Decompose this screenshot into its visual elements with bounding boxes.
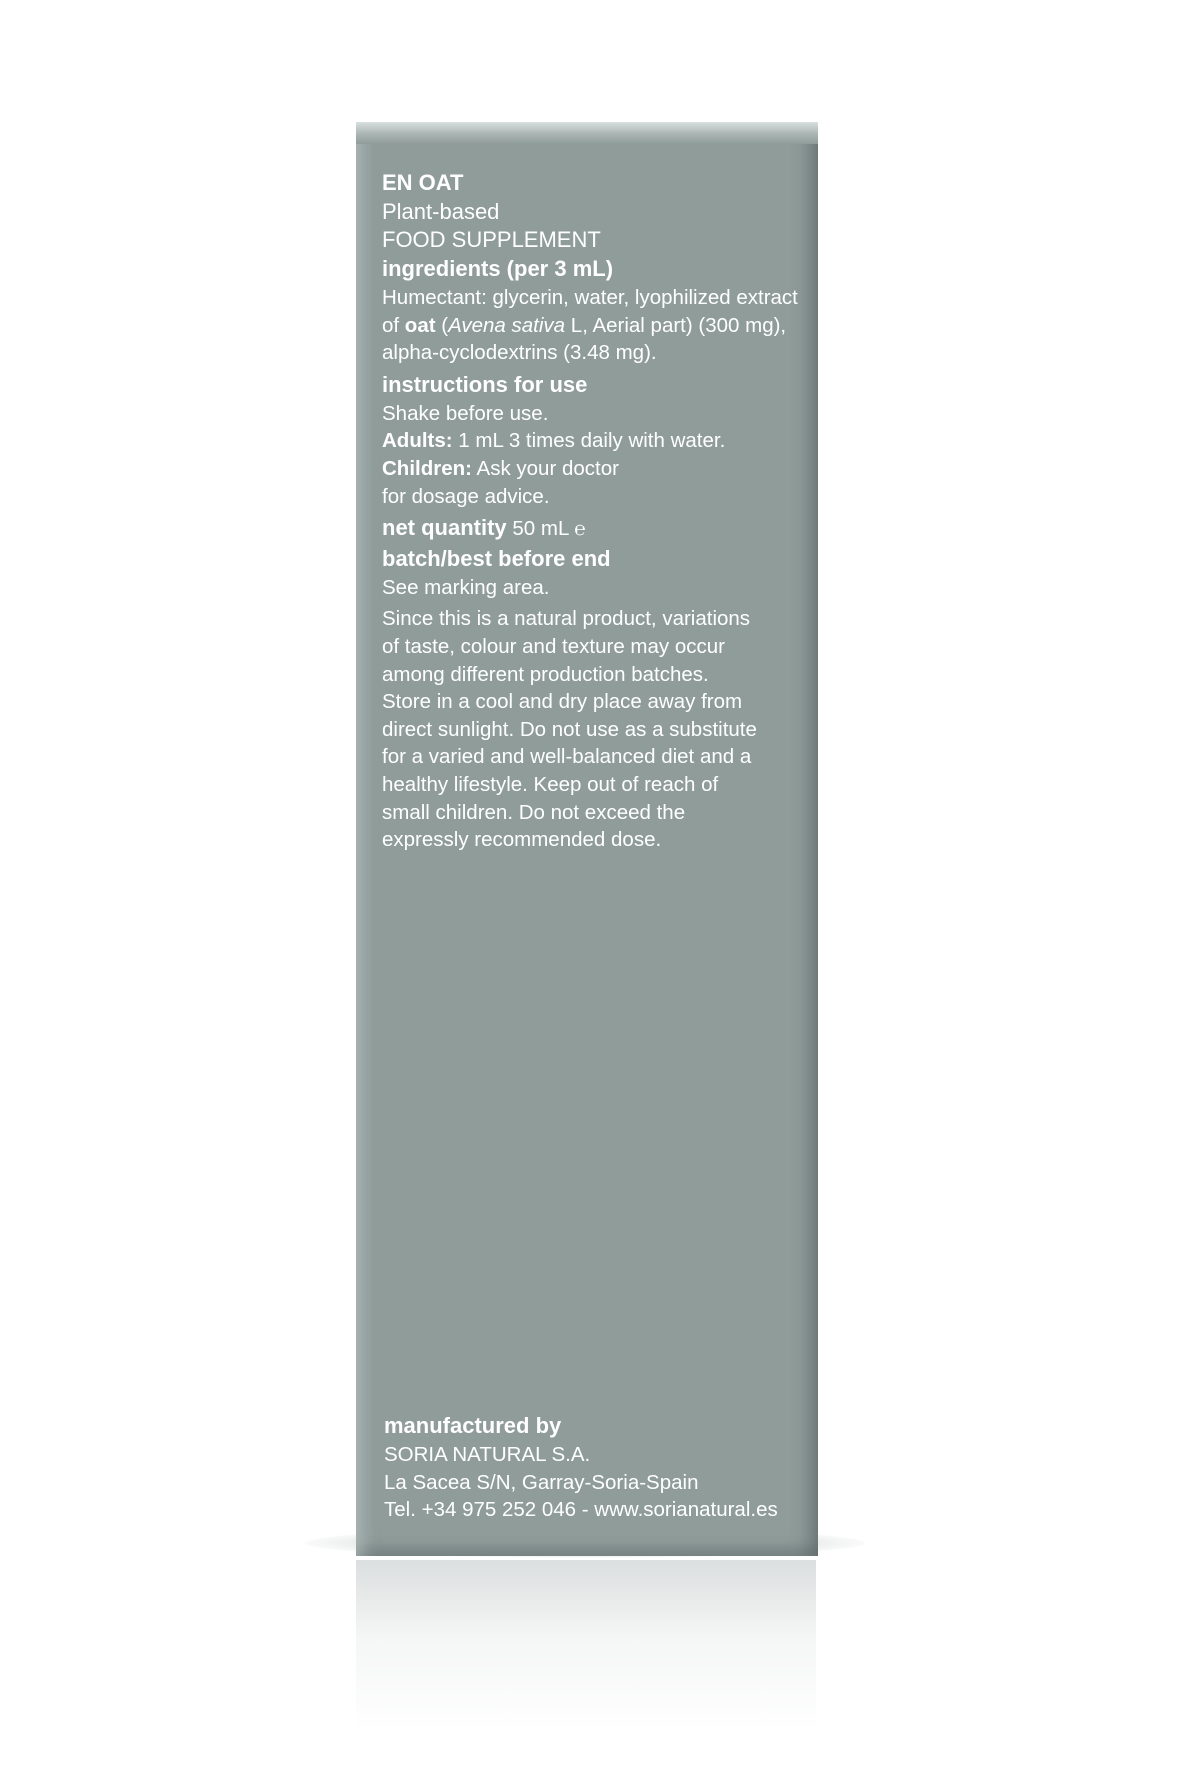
net-quantity-label: net quantity (382, 515, 507, 541)
notice-line: of taste, colour and texture may occur (382, 634, 725, 658)
ingredients-text (382, 284, 802, 367)
instructions-heading: instructions for use (382, 371, 588, 397)
product-subtitle-line2: FOOD SUPPLEMENT (382, 227, 601, 252)
estimated-sign-icon: ℮ (574, 519, 586, 541)
notice-line: healthy lifestyle. Keep out of reach of (382, 772, 719, 796)
children-label: Children: (382, 456, 472, 480)
instructions-shake: Shake before use. (382, 401, 549, 425)
box-reflection (356, 1560, 816, 1730)
net-quantity-value: 50 mL (512, 517, 569, 541)
product-name: EN OAT (382, 170, 464, 195)
manufacturer-name: SORIA NATURAL S.A. (384, 1443, 591, 1466)
manufacturer-address: La Sacea S/N, Garray-Soria-Spain (384, 1470, 699, 1494)
label-content (382, 168, 802, 854)
notice-line: small children. Do not exceed the (382, 800, 686, 824)
ingredients-text-part1: Humectant: glycerin, water, lyophilized extract of (382, 286, 798, 337)
manufacturer-contact: Tel. +34 975 252 046 - www.sorianatural.es (384, 1498, 778, 1522)
notice-line: for a varied and well-balanced diet and a (382, 745, 752, 769)
notice-line: among different production batches. (382, 662, 709, 686)
adults-label: Adults: (382, 429, 453, 453)
box-top-edge (356, 122, 818, 144)
ingredients-latin-name: Avena sativa (448, 313, 566, 337)
instructions-children-cont: for dosage advice. (382, 484, 550, 508)
ingredients-text-part2: ( (435, 313, 449, 337)
notice-line: Since this is a natural product, variations (382, 607, 751, 631)
manufacturer-heading: manufactured by (384, 1413, 562, 1438)
children-text-1: Ask your doctor (471, 456, 619, 480)
notice-line: direct sunlight. Do not use as a substitute (382, 717, 757, 741)
product-box-side-panel (356, 122, 818, 1556)
ingredients-bold-oat: oat (404, 313, 436, 337)
ingredients-heading: ingredients (per 3 mL) (382, 256, 614, 281)
product-subtitle-line1: Plant-based (382, 199, 500, 224)
net-quantity (382, 513, 802, 544)
notice-line: expressly recommended dose. (382, 828, 662, 852)
manufacturer-block (384, 1411, 804, 1524)
batch-text: See marking area. (382, 575, 550, 599)
notice-line: Store in a cool and dry place away from (382, 690, 743, 714)
adults-text: 1 mL 3 times daily with water. (452, 429, 726, 453)
notice-block (382, 605, 802, 853)
instructions-adults (382, 427, 802, 455)
batch-heading: batch/best before end (382, 545, 611, 571)
instructions-children (382, 455, 802, 483)
ingredients-text-part3: L, Aerial part) (300 mg), alpha-cyclodextrins (3.48 mg). (382, 313, 787, 365)
